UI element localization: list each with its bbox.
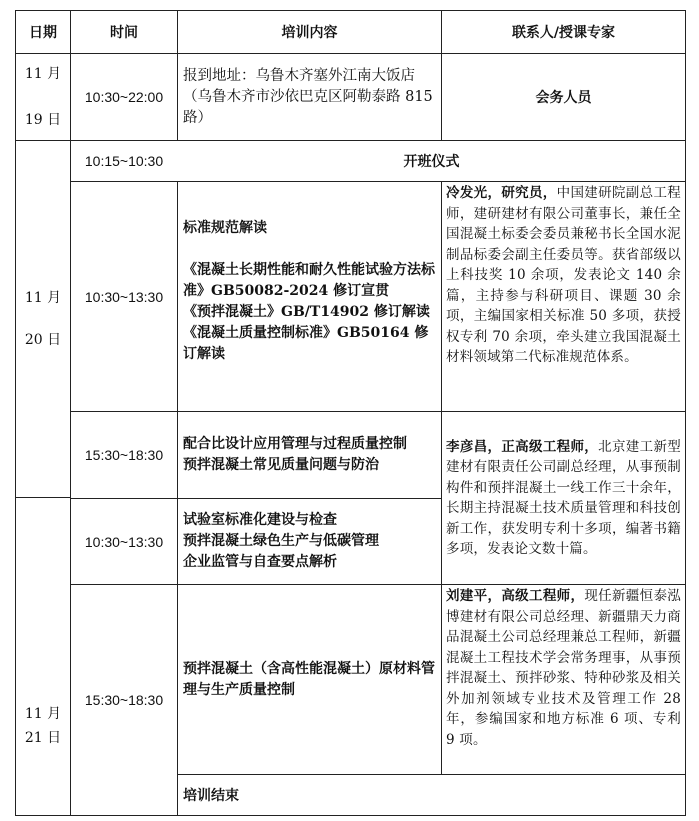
- expert-text: [446, 437, 681, 560]
- header-contact: 联系人/授课专家: [511, 25, 616, 41]
- date-nov-21: [16, 498, 70, 815]
- d21-session2-content: [183, 585, 437, 774]
- border-col3-mid: [441, 181, 442, 775]
- expert-name: 李彦昌，正高级工程师，: [446, 438, 599, 455]
- time-checkin: 10:30~22:00: [84, 89, 164, 105]
- session-title: 标准规范解读: [183, 220, 267, 236]
- time-d21-session2: 15:30~18:30: [84, 692, 164, 708]
- session-line: 试验室标准化建设与检查: [183, 512, 337, 528]
- checkin-address: [183, 54, 436, 140]
- date-day: 19 日: [24, 112, 62, 128]
- border-col2-bottom: [177, 181, 178, 816]
- session-line: 预拌混凝土绿色生产与低碳管理: [183, 533, 379, 549]
- expert-li-yanchang: [446, 412, 681, 584]
- date-month: 11 月: [24, 705, 62, 722]
- training-end: 培训结束: [183, 788, 239, 804]
- time-d21-session1: 10:30~13:30: [84, 533, 164, 550]
- header-date: 日期: [29, 25, 57, 41]
- session-line: 企业监管与自查要点解析: [183, 554, 337, 570]
- standard-item: 《预拌混凝土》GB/T14902 修订解读: [183, 304, 430, 320]
- date-nov-19: [16, 54, 70, 140]
- border-bottom: [15, 815, 686, 816]
- checkin-address-text: 报到地址：乌鲁木齐塞外江南大饭店（乌鲁木齐市沙依巴克区阿勒泰路 815 路）: [183, 67, 433, 126]
- expert-name: 冷发光，研究员，: [446, 185, 557, 201]
- opening-ceremony: 开班仪式: [403, 154, 460, 170]
- expert-bio: 现任新疆恒泰泓博建材有限公司总经理、新疆鼎天力商品混凝土公司总经理兼总工程师，新疆混凝土工程技术学会常务理事，从事预拌混凝土、预拌砂浆、特种砂浆及相关外加剂领域专业技术及管理工作 28 年，参编国家和地方标准 6 项、专利 9 项。: [446, 588, 681, 748]
- expert-bio: 北京建工新型建材有限责任公司副总经理，从事预制构件和预拌混凝土一线工作三十余年，长期主持混凝土技术质量管理和科技创新工作，获发明专利十多项，编著书籍多项，发表论文数十篇。: [446, 438, 681, 557]
- contact-staff: 会务人员: [535, 90, 592, 106]
- expert-name: 刘建平，高级工程师，: [446, 588, 585, 604]
- session-line: 预拌混凝土常见质量问题与防治: [183, 457, 379, 473]
- date-month: 11 月: [24, 290, 62, 306]
- d20-session1-content: [183, 182, 437, 411]
- expert-leng-faguang: [446, 183, 681, 411]
- time-d20-session1: 10:30~13:30: [84, 288, 164, 305]
- date-day: 21 日: [24, 729, 62, 746]
- date-month: 11 月: [24, 66, 62, 82]
- session-line: 预拌混凝土（含高性能混凝土）原材料管理与生产质量控制: [183, 660, 435, 698]
- session-line: 配合比设计应用管理与过程质量控制: [183, 436, 407, 452]
- date-day: 20 日: [24, 332, 62, 348]
- time-opening: 10:15~10:30: [84, 153, 164, 169]
- date-nov-20: [16, 141, 70, 497]
- d21-session1-content: [183, 499, 437, 584]
- border-right: [685, 10, 686, 816]
- expert-bio: 中国建研院副总工程师，建研建材有限公司董事长，兼任全国混凝土标委会委员兼秘书长全国水泥制品标委会副主任委员等。获省部级以上科技奖 10 余项，发表论文 140 余篇，主持参与科研项目、课题 30 余项，主编国家相关标准 50 多项，获授权专利 70 余项，牵头建立我国混凝土材料领域第二代标准规范体系。: [446, 185, 681, 365]
- standard-item: 《混凝土长期性能和耐久性能试验方法标准》GB50082-2024 修订宣贯: [183, 262, 435, 299]
- header-time: 时间: [110, 25, 138, 41]
- standard-item: 《混凝土质量控制标准》GB50164 修订解读: [183, 325, 429, 362]
- expert-liu-jianping: [446, 586, 681, 774]
- header-content: 培训内容: [281, 25, 338, 41]
- time-d20-session2: 15:30~18:30: [84, 447, 164, 463]
- d20-session2-content: [183, 412, 437, 498]
